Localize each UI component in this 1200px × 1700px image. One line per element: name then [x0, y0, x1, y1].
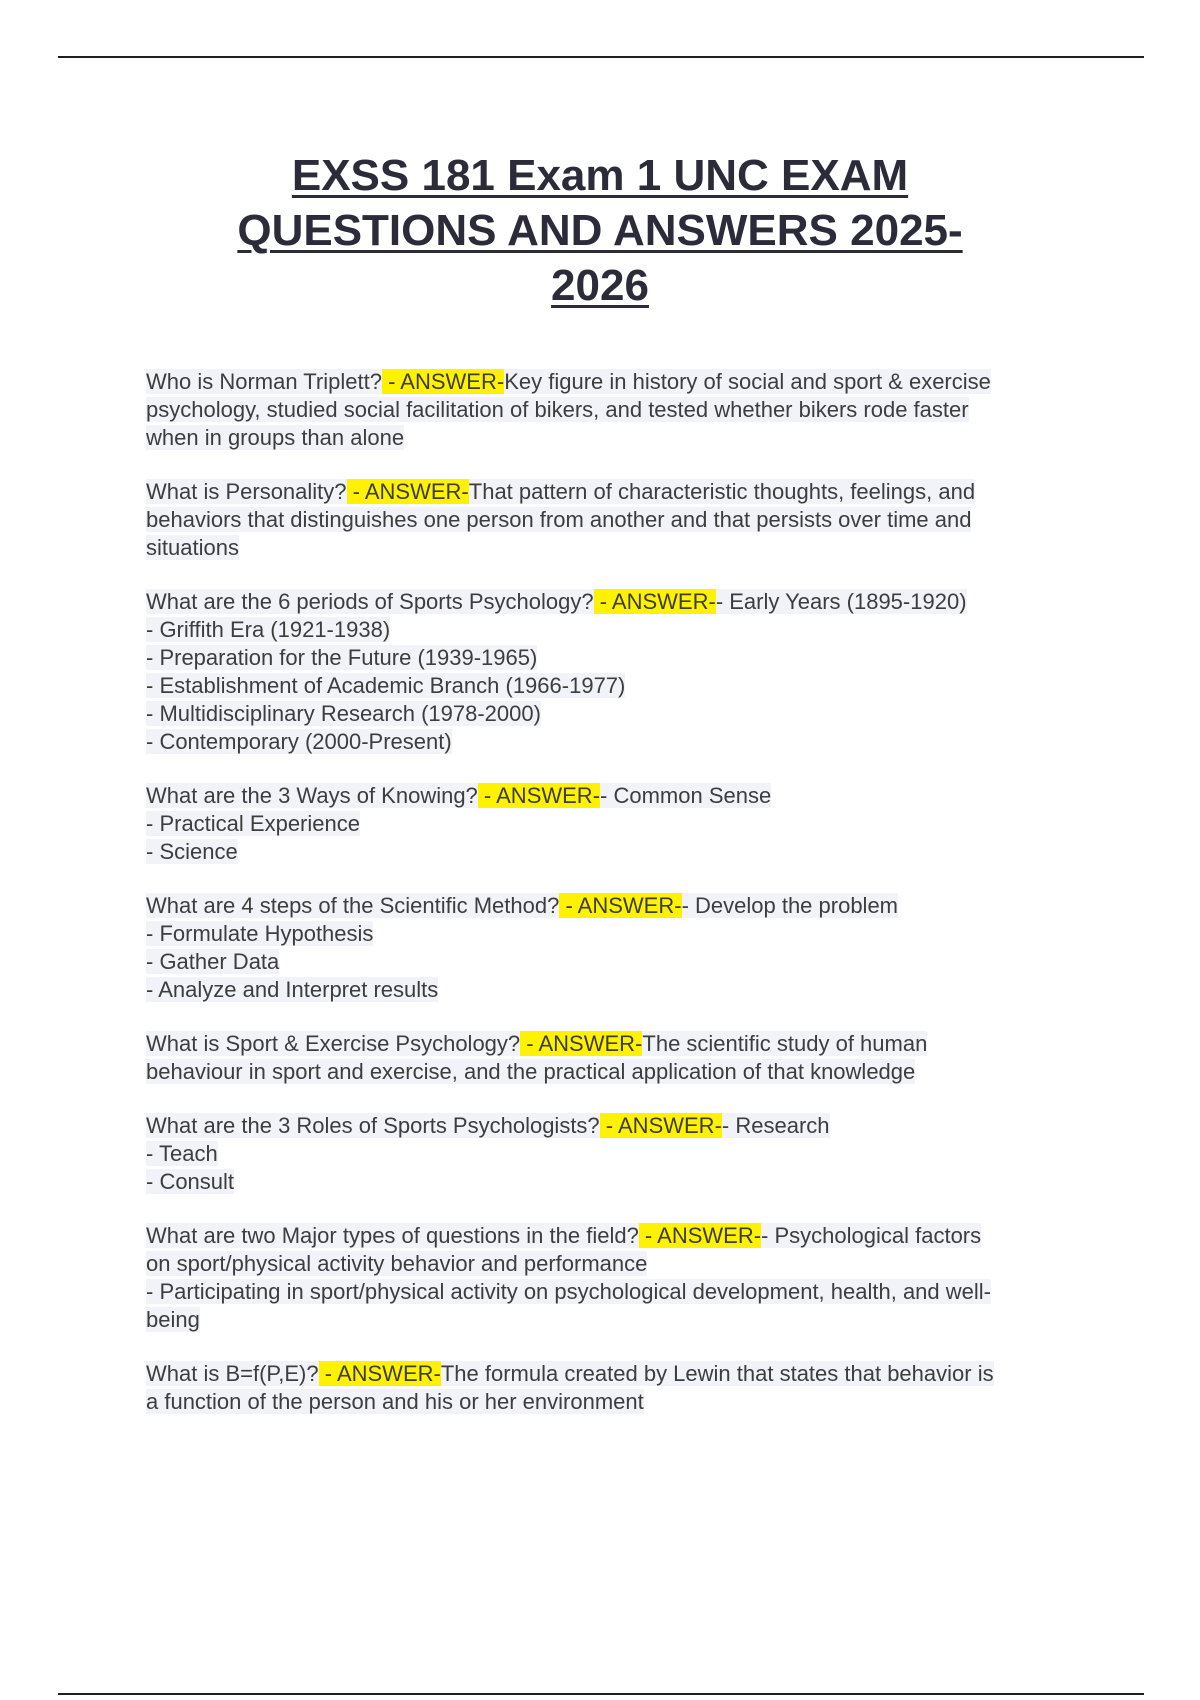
answer-text: psychology, studied social facilitation of bikers, and tested whether bikers rode faster — [146, 397, 969, 422]
answer-text: The scientific study of human — [642, 1031, 928, 1056]
answer-text: behaviour in sport and exercise, and the practical application of that knowledge — [146, 1059, 916, 1084]
answer-text: - Early Years (1895-1920) — [715, 589, 967, 614]
answer-text: - Psychological factors — [761, 1223, 982, 1248]
answer-text: - Research — [721, 1113, 830, 1138]
answer-text: when in groups than alone — [146, 425, 405, 450]
answer-marker: - ANSWER- — [381, 369, 505, 394]
qa-item — [146, 478, 1086, 562]
answer-text: on sport/physical activity behavior and performance — [146, 1251, 648, 1276]
answer-text: - Common Sense — [600, 783, 772, 808]
qa-item — [146, 1030, 1086, 1086]
question-text: What is B=f(P,E)? — [146, 1361, 319, 1386]
answer-marker: - ANSWER- — [318, 1361, 441, 1386]
answer-text: - Consult — [146, 1169, 235, 1194]
document-title — [150, 148, 1050, 313]
qa-item — [146, 782, 1086, 866]
answer-text: - Gather Data — [146, 949, 280, 974]
answer-marker: - ANSWER- — [559, 893, 682, 918]
question-text: What is Sport & Exercise Psychology? — [146, 1031, 521, 1056]
qa-item — [146, 1360, 1086, 1416]
answer-text: being — [146, 1307, 200, 1332]
answer-text: situations — [146, 535, 239, 560]
qa-item — [146, 1222, 1086, 1334]
answer-marker: - ANSWER- — [599, 1113, 722, 1138]
answer-text: - Practical Experience — [146, 811, 360, 836]
bottom-rule — [58, 1693, 1144, 1695]
question-text: What are the 3 Ways of Knowing? — [146, 783, 478, 808]
title-line-3: 2026 — [551, 261, 649, 310]
answer-text: - Griffith Era (1921-1938) — [146, 617, 391, 642]
answer-marker: - ANSWER- — [593, 589, 716, 614]
answer-text: - Teach — [146, 1141, 218, 1166]
top-rule — [58, 56, 1144, 58]
qa-item — [146, 368, 1086, 452]
qa-list — [146, 368, 1086, 1442]
answer-text: - Multidisciplinary Research (1978-2000) — [146, 701, 541, 726]
question-text: What are two Major types of questions in the field? — [146, 1223, 639, 1248]
qa-item — [146, 892, 1086, 1004]
title-line-2: QUESTIONS AND ANSWERS 2025- — [237, 206, 963, 255]
answer-text: - Contemporary (2000-Present) — [146, 729, 452, 754]
answer-text: The formula created by Lewin that states that behavior is — [440, 1361, 994, 1386]
answer-text: behaviors that distinguishes one person from another and that persists over time and — [146, 507, 972, 532]
question-text: What is Personality? — [146, 479, 347, 504]
qa-item — [146, 1112, 1086, 1196]
answer-text: Key figure in history of social and sport & exercise — [504, 369, 991, 394]
answer-text: a function of the person and his or her environment — [146, 1389, 644, 1414]
title-line-1: EXSS 181 Exam 1 UNC EXAM — [291, 151, 909, 200]
answer-marker: - ANSWER- — [477, 783, 601, 808]
answer-text: - Analyze and Interpret results — [146, 977, 439, 1002]
answer-text: - Formulate Hypothesis — [146, 921, 374, 946]
qa-item — [146, 588, 1086, 756]
question-text: Who is Norman Triplett? — [146, 369, 382, 394]
answer-marker: - ANSWER- — [346, 479, 469, 504]
answer-marker: - ANSWER- — [520, 1031, 643, 1056]
answer-text: - Participating in sport/physical activity on psychological development, health, and well- — [146, 1279, 991, 1304]
answer-text: - Develop the problem — [681, 893, 899, 918]
question-text: What are the 6 periods of Sports Psychology? — [146, 589, 594, 614]
answer-text: - Science — [146, 839, 238, 864]
answer-text: - Preparation for the Future (1939-1965) — [146, 645, 538, 670]
question-text: What are the 3 Roles of Sports Psychologists? — [146, 1113, 600, 1138]
answer-text: - Establishment of Academic Branch (1966-1977) — [146, 673, 626, 698]
answer-text: That pattern of characteristic thoughts, feelings, and — [468, 479, 976, 504]
answer-marker: - ANSWER- — [638, 1223, 762, 1248]
question-text: What are 4 steps of the Scientific Method? — [146, 893, 560, 918]
